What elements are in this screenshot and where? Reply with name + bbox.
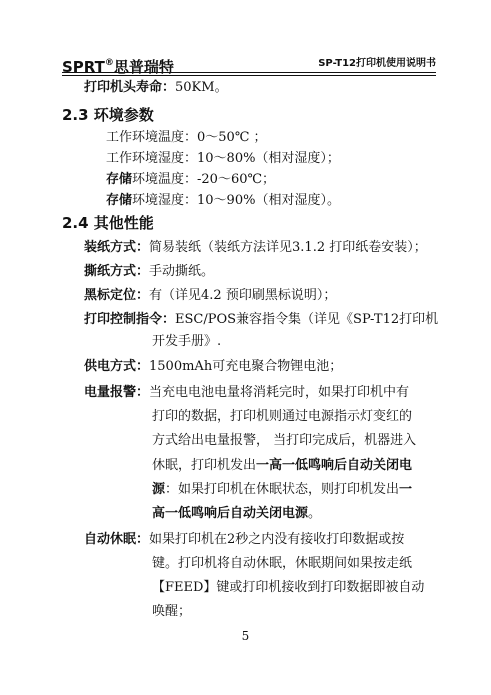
spec-value: 环境温度：-20～60℃； [132, 172, 276, 187]
spec-line-battery-alarm-cont [152, 407, 412, 426]
spec-label: 电量报警： [84, 385, 150, 400]
spec-value: 打印的数据，打印机则通过电源指示灯变红的 [152, 409, 413, 424]
header-rule-top [62, 72, 436, 73]
spec-value: 50KM。 [175, 80, 228, 95]
spec-label: 存储 [106, 172, 133, 187]
spec-line-paper-loading [84, 238, 427, 257]
spec-line-storage-temperature [106, 170, 275, 189]
registered-mark: ® [104, 58, 114, 68]
spec-line-paper-tearing [84, 262, 214, 281]
spec-value: 简易装纸（装纸方法详见3.1.2 打印纸卷安装）； [149, 240, 427, 255]
spec-emphasis: 源 [152, 482, 166, 497]
section-heading-other-features: 2.4 其他性能 [62, 214, 154, 232]
header-rule-bottom [62, 75, 436, 76]
brand-name: SPRT [62, 58, 105, 76]
spec-line-auto-sleep-cont [152, 554, 412, 573]
spec-value: 键。打印机将自动休眠，休眠期间如果按走纸 [152, 556, 413, 571]
spec-label: 供电方式： [84, 359, 150, 374]
spec-label: 打印控制指令： [84, 312, 176, 327]
spec-line-operating-temperature [106, 128, 267, 147]
spec-label: 撕纸方式： [84, 264, 150, 279]
spec-line-auto-sleep [84, 530, 404, 549]
spec-value: 工作环境温度：0～50℃ ； [106, 130, 267, 145]
spec-line-battery-alarm [84, 383, 409, 402]
spec-line-battery-alarm-cont [152, 480, 412, 499]
spec-emphasis: 一 [399, 482, 413, 497]
spec-line-print-command-cont [152, 332, 221, 351]
spec-value: 手动撕纸。 [149, 264, 215, 279]
spec-value: 有（详见4.2 预印刷黑标说明）； [149, 288, 337, 303]
spec-label: 自动休眠： [84, 532, 150, 547]
page-number: 5 [241, 629, 250, 643]
spec-line-storage-humidity [106, 191, 340, 210]
spec-value: 唤醒； [152, 604, 192, 619]
spec-value: 环境湿度：10～90%（相对湿度）。 [132, 193, 340, 208]
spec-value: 。 [308, 506, 322, 521]
spec-emphasis: 一高一低鸣响后自动关闭电 [256, 458, 413, 473]
spec-line-operating-humidity [106, 149, 340, 168]
spec-value: 工作环境湿度：10～80%（相对湿度）； [106, 151, 340, 166]
spec-value: ：如果打印机在休眠状态，则打印机发出 [165, 482, 400, 497]
spec-value: 1500mAh可充电聚合物锂电池； [149, 359, 343, 374]
document-title: SP-T12打印机使用说明书 [318, 58, 436, 69]
spec-value: 当充电电池电量将消耗完时，如果打印机中有 [149, 385, 410, 400]
spec-value: 【FEED】键或打印机接收到打印数据即被自动 [152, 580, 425, 595]
spec-value: 休眠，打印机发出 [152, 458, 257, 473]
spec-value: 开发手册》. [152, 334, 222, 349]
spec-line-auto-sleep-cont [152, 602, 191, 621]
spec-emphasis: 高一低鸣响后自动关闭电源 [152, 506, 309, 521]
spec-line-printhead-life [84, 78, 228, 97]
section-heading-environment: 2.3 环境参数 [62, 106, 154, 124]
brand-chinese-name: 思普瑞特 [113, 58, 174, 76]
spec-line-power-supply [84, 357, 342, 376]
spec-line-battery-alarm-cont [152, 456, 412, 475]
spec-line-battery-alarm-cont [152, 431, 416, 450]
spec-value: ESC/POS兼容指令集（详见《SP-T12打印机 [175, 312, 439, 327]
spec-label: 装纸方式： [84, 240, 150, 255]
spec-label: 存储 [106, 193, 133, 208]
spec-value: 方式给出电量报警， 当打印完成后，机器进入 [152, 433, 417, 448]
spec-line-battery-alarm-cont [152, 504, 321, 523]
spec-line-auto-sleep-cont [152, 578, 424, 597]
page-header [62, 52, 436, 76]
spec-line-black-mark [84, 286, 336, 305]
spec-label: 黑标定位： [84, 288, 150, 303]
spec-label: 打印机头寿命： [84, 80, 176, 95]
brand-logo [62, 53, 174, 77]
spec-value: 如果打印机在2秒之内没有接收打印数据或按 [149, 532, 405, 547]
spec-line-print-command [84, 310, 438, 329]
